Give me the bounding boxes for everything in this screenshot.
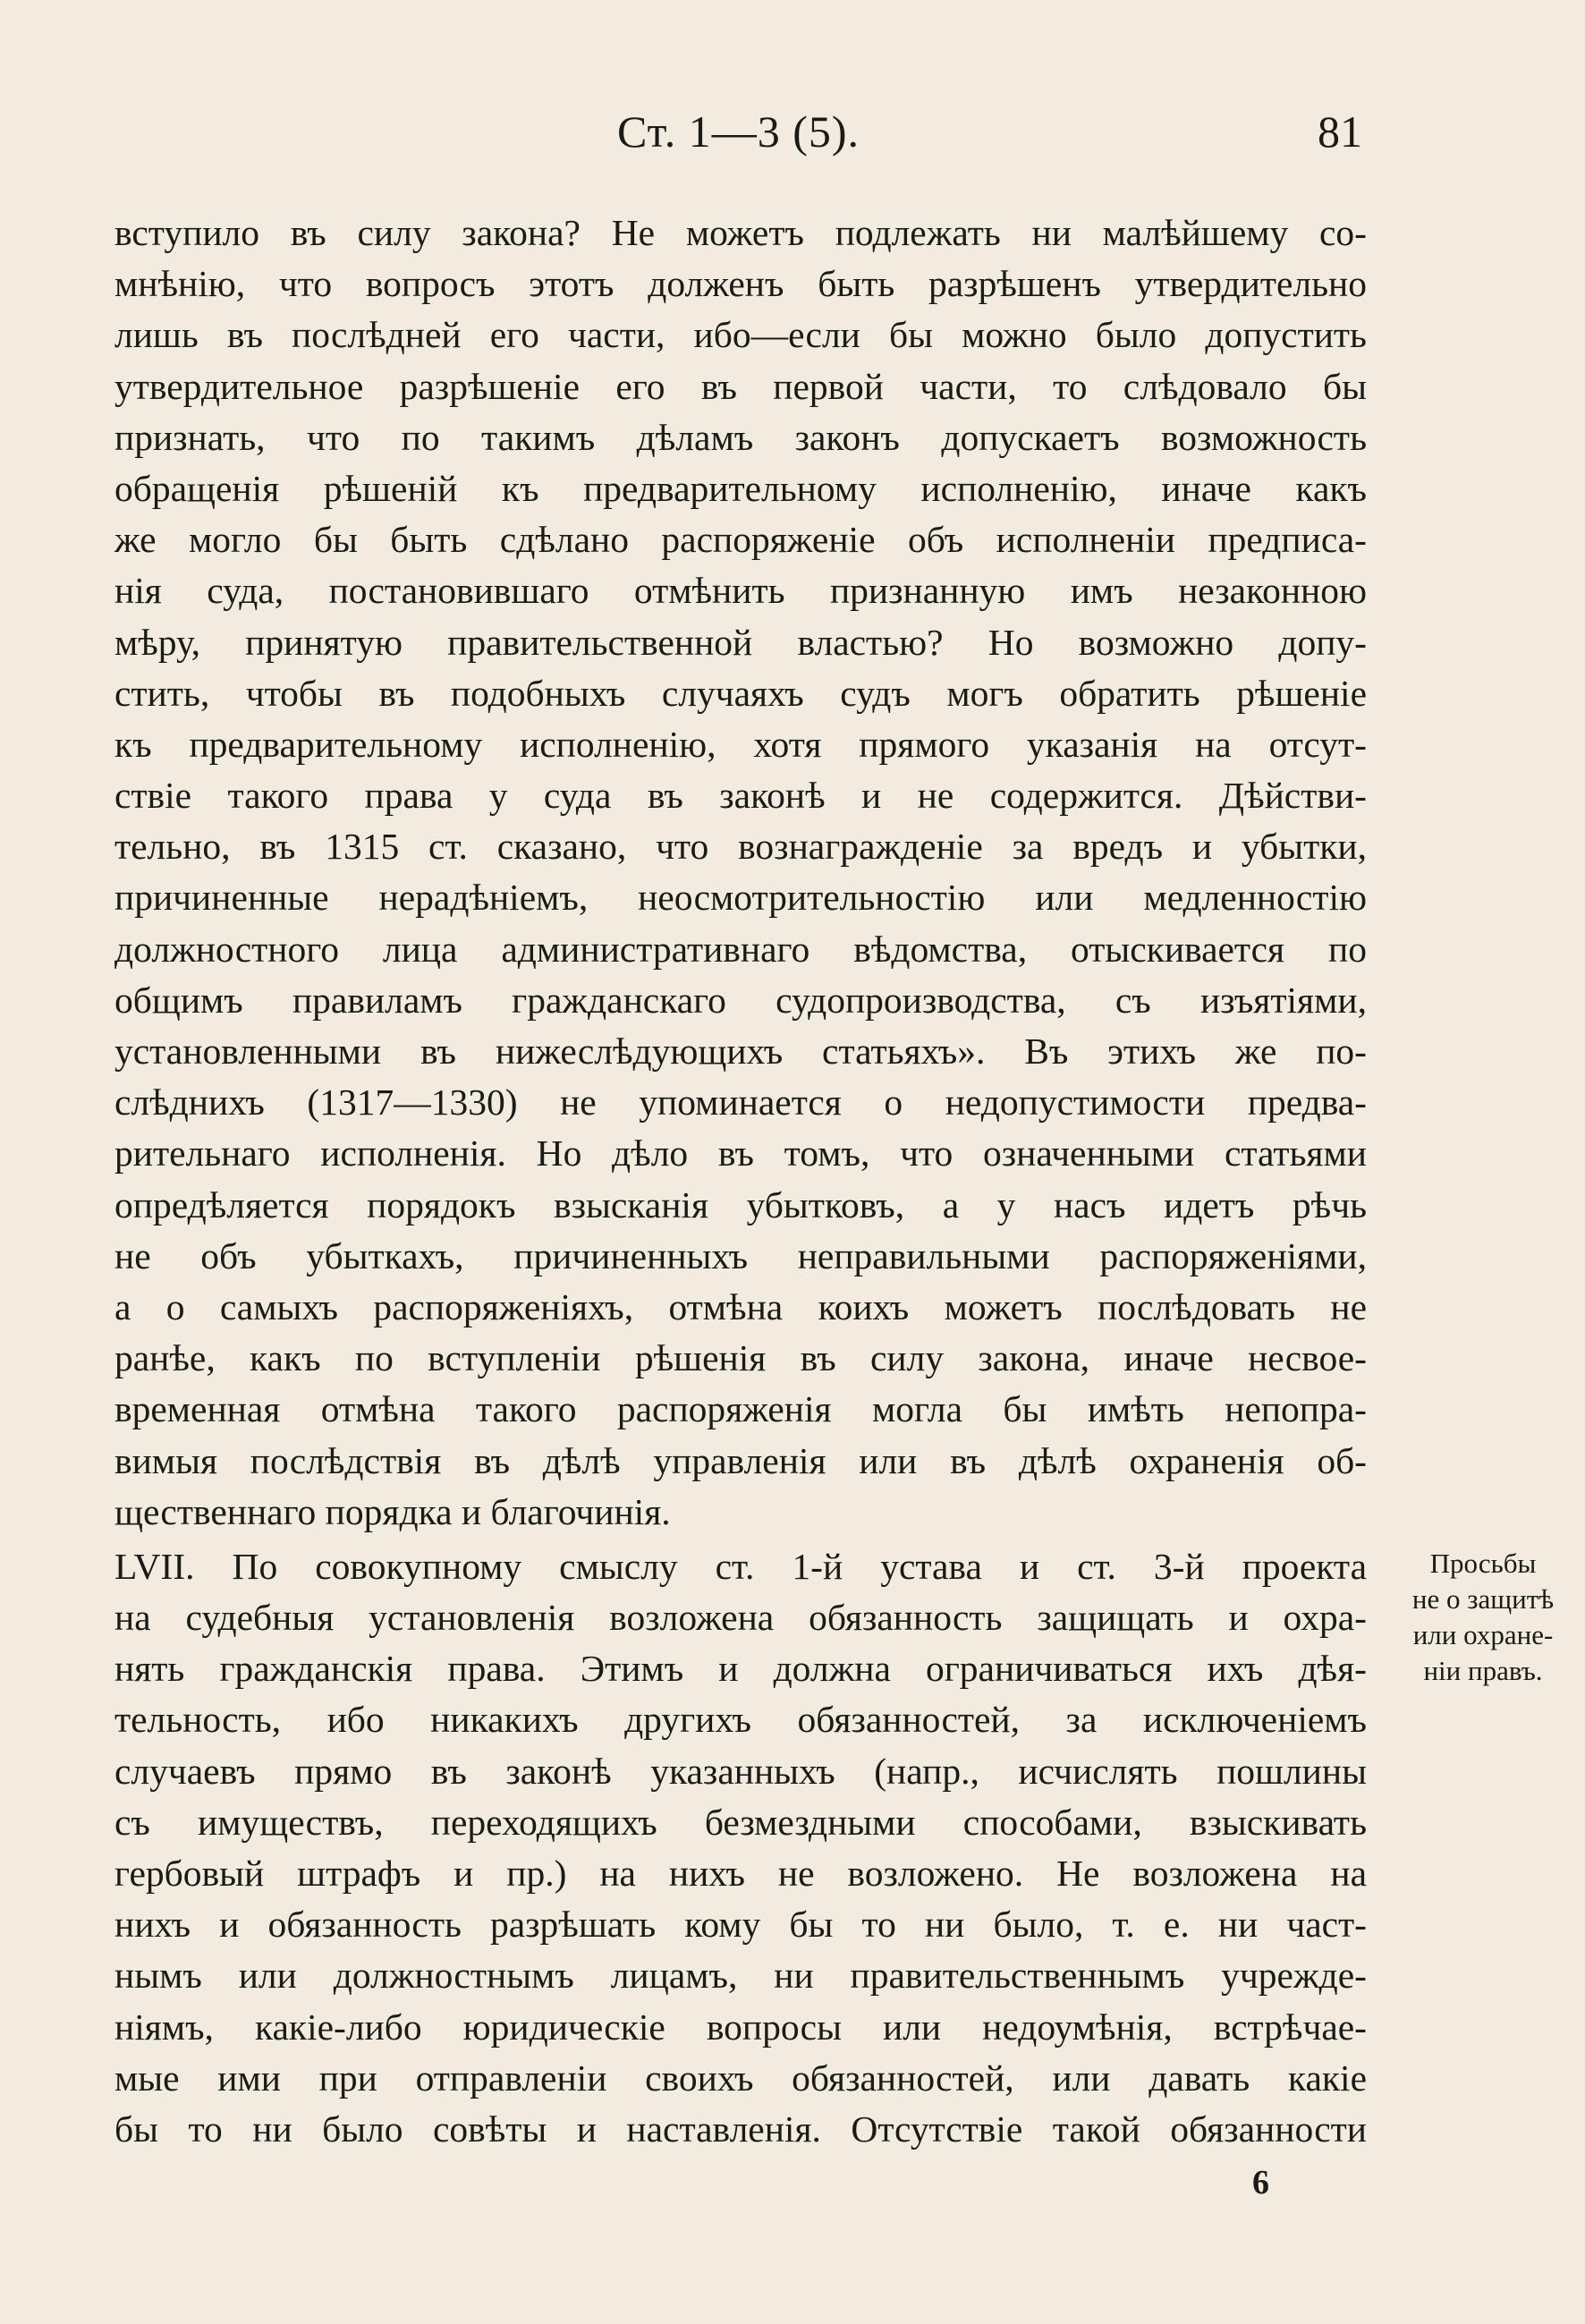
text-line: тельность, ибо никакихъ другихъ обязанностей, за исключеніемъ — [114, 1699, 1367, 1741]
text-line: на судебныя установленія возложена обязанность защищать и охра- — [114, 1597, 1367, 1639]
signature-mark: 6 — [1252, 2164, 1269, 2201]
text-line: LVII. По совокупному смыслу ст. 1-й устава и ст. 3-й проекта — [114, 1545, 1367, 1587]
text-line: а о самыхъ распоряженіяхъ, отмѣна коихъ можетъ послѣдовать не — [114, 1285, 1367, 1327]
text-line: временная отмѣна такого распоряженія могла бы имѣть непопра- — [114, 1388, 1367, 1430]
text-line: не объ убыткахъ, причиненныхъ неправильными распоряженіями, — [114, 1234, 1367, 1277]
text-line: нія суда, постановившаго отмѣнить признанную имъ незаконною — [114, 570, 1367, 612]
marginal-note-line: не о защитѣ — [1411, 1583, 1555, 1615]
marginal-note — [1385, 1546, 1581, 1689]
text-line: установленными въ нижеслѣдующихъ статьяхъ». Въ этихъ же по- — [114, 1031, 1367, 1072]
marginal-note-line: ніи правъ. — [1423, 1655, 1543, 1686]
text-line: лишь въ послѣдней его части, ибо—если бы можно было допустить — [114, 314, 1367, 356]
text-line: общимъ правиламъ гражданскаго судопроизводства, съ изъятіями, — [114, 979, 1367, 1021]
text-line: тельно, въ 1315 ст. сказано, что вознагражденіе за вредъ и убытки, — [114, 826, 1367, 868]
text-line: нымъ или должностнымъ лицамъ, ни правительственнымъ учрежде- — [114, 1955, 1367, 1997]
marginal-note-line: или охране- — [1412, 1619, 1554, 1650]
page-header — [114, 106, 1362, 168]
text-line: же могло бы быть сдѣлано распоряженіе объ исполненіи предписа- — [114, 519, 1367, 561]
text-line: мѣру, принятую правительственной властью? Но возможно допу- — [114, 621, 1367, 663]
text-line: гербовый штрафъ и пр.) на нихъ не возложено. Не возложена на — [114, 1853, 1367, 1894]
text-line: ствіе такого права у суда въ законѣ и не содержится. Дѣйстви- — [114, 775, 1367, 817]
text-line: щественнаго порядка и благочинія. — [114, 1490, 671, 1532]
text-line: причиненные нерадѣніемъ, неосмотрительностію или медленностію — [114, 877, 1367, 919]
text-line: съ имуществъ, переходящихъ безмездными способами, взыскивать — [114, 1801, 1367, 1843]
page-number: 81 — [1318, 106, 1362, 157]
text-line: вступило въ силу закона? Не можетъ подлежать ни малѣйшему со- — [114, 212, 1367, 253]
running-title: Ст. 1—3 (5). — [616, 106, 860, 157]
text-line: опредѣляется порядокъ взысканія убытковъ, а у насъ идетъ рѣчь — [114, 1183, 1367, 1226]
text-line: мнѣнію, что вопросъ этотъ долженъ быть разрѣшенъ утвердительно — [114, 263, 1367, 305]
text-line: случаевъ прямо въ законѣ указанныхъ (напр., исчислять пошлины — [114, 1750, 1367, 1792]
text-line: обращенія рѣшеній къ предварительному исполненію, иначе какъ — [114, 467, 1367, 509]
text-line: нять гражданскія права. Этимъ и должна ограничиваться ихъ дѣя- — [114, 1648, 1367, 1690]
text-line: бы то ни было совѣты и наставленія. Отсутствіе такой обязанности — [114, 2108, 1367, 2150]
text-line: къ предварительному исполненію, хотя прямого указанія на отсут- — [114, 723, 1367, 765]
text-line: стить, чтобы въ подобныхъ случаяхъ судъ могъ обратить рѣшеніе — [114, 672, 1367, 714]
text-line: ранѣе, какъ по вступленіи рѣшенія въ силу закона, иначе несвое- — [114, 1337, 1367, 1379]
text-line: должностного лица административнаго вѣдомства, отыскивается по — [114, 928, 1367, 970]
text-line: утвердительное разрѣшеніе его въ первой части, то слѣдовало бы — [114, 365, 1367, 407]
text-line: рительнаго исполненія. Но дѣло въ томъ, что означенными статьями — [114, 1132, 1367, 1175]
text-line: ніямъ, какіе-либо юридическіе вопросы или недоумѣнія, встрѣчае- — [114, 2006, 1367, 2048]
text-line: вимыя послѣдствія въ дѣлѣ управленія или въ дѣлѣ охраненія об- — [114, 1439, 1367, 1481]
text-line: слѣднихъ (1317—1330) не упоминается о недопустимости предва- — [114, 1081, 1367, 1124]
text-line: нихъ и обязанность разрѣшать кому бы то ни было, т. е. ни част- — [114, 1904, 1367, 1946]
body-text — [114, 208, 1367, 2155]
marginal-note-line: Просьбы — [1429, 1548, 1537, 1579]
text-line: признать, что по такимъ дѣламъ законъ допускаетъ возможность — [114, 416, 1367, 458]
text-line: мые ими при отправленіи своихъ обязанностей, или давать какіе — [114, 2057, 1367, 2099]
